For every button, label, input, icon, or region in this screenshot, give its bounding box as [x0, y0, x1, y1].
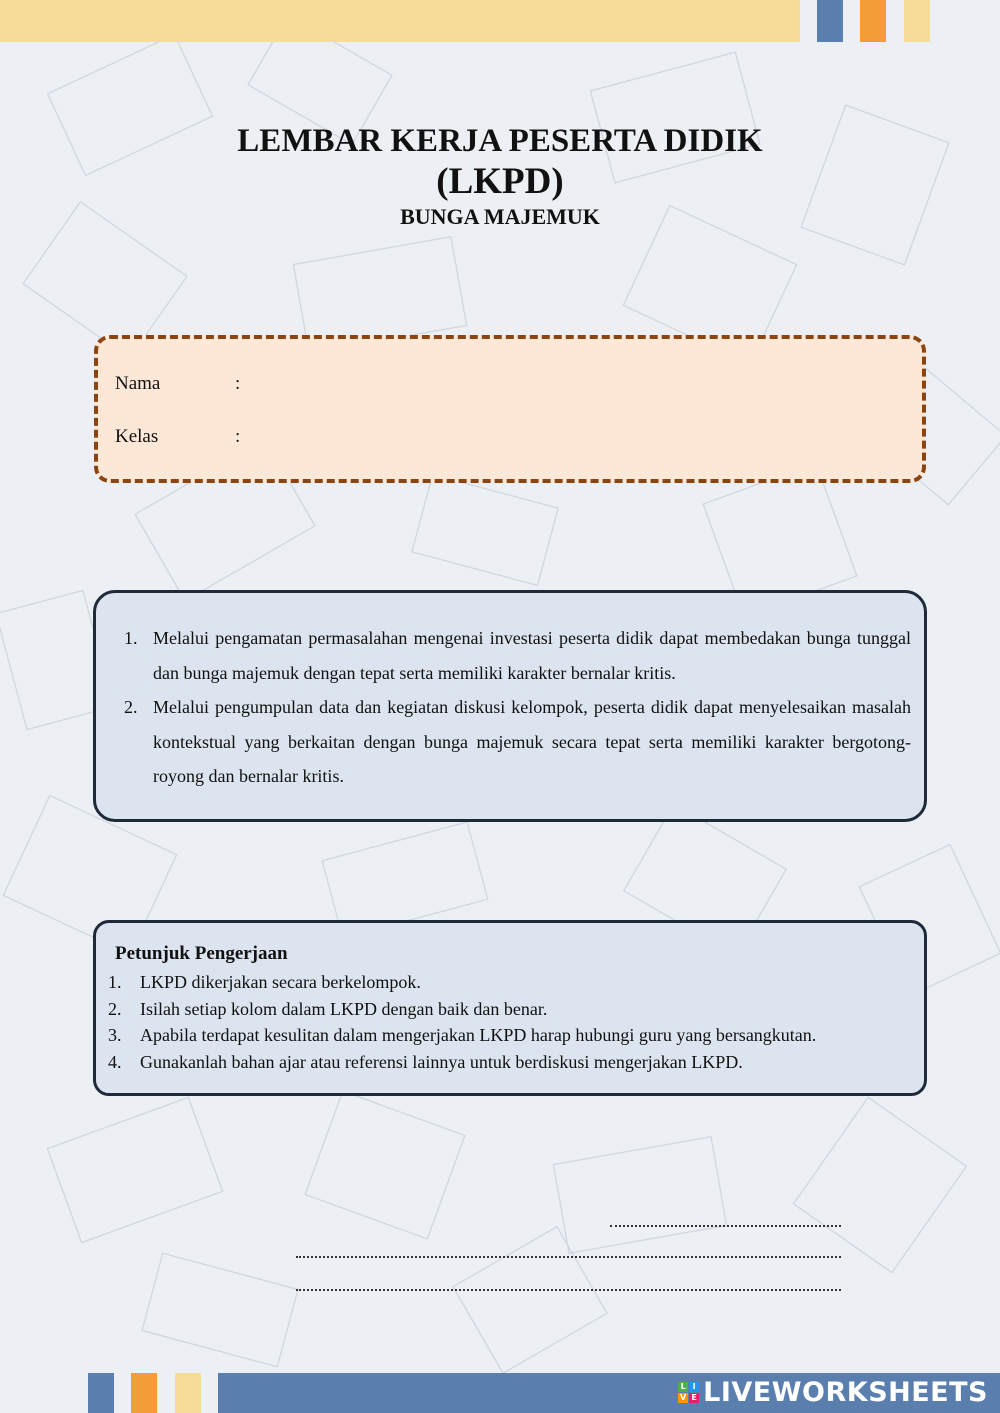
top-accent-bar	[0, 0, 800, 42]
page-subtitle: BUNGA MAJEMUK	[400, 204, 600, 229]
objective-text: Melalui pengamatan permasalahan mengenai investasi peserta didik dapat membedakan bunga tunggal dan bunga majemuk dengan tepat serta memiliki karakter bernalar kritis.	[153, 628, 911, 683]
liveworksheets-brand[interactable]	[678, 1374, 988, 1410]
objective-number: 1.	[124, 628, 138, 648]
bottom-blue-square	[88, 1373, 114, 1413]
objectives-box	[93, 590, 927, 822]
instruction-item	[108, 1022, 908, 1049]
instruction-number: 2.	[108, 998, 122, 1019]
top-blue-square	[817, 0, 843, 42]
top-yellow-square	[904, 0, 930, 42]
instructions-title: Petunjuk Pengerjaan	[115, 943, 288, 964]
objective-text: Melalui pengumpulan data dan kegiatan diskusi kelompok, peserta didik dapat menyelesaikan masalah kontekstual yang berkaitan dengan bunga majemuk secara tepat serta memiliki karakter bergotong-royong dan bernalar kritis.	[153, 697, 911, 786]
class-row[interactable]	[115, 426, 255, 448]
objective-item	[116, 621, 911, 690]
instruction-item	[108, 996, 908, 1023]
class-colon: :	[235, 426, 241, 447]
objectives-list	[116, 621, 911, 794]
instructions-list	[108, 969, 908, 1075]
instruction-number: 1.	[108, 972, 122, 992]
objective-item	[116, 690, 911, 794]
class-label: Kelas	[115, 426, 159, 447]
brand-name: LIVEWORKSHEETS	[703, 1376, 988, 1408]
top-orange-square	[860, 0, 886, 42]
objective-number: 2.	[124, 697, 138, 717]
identity-box	[94, 335, 926, 483]
page-title-abbrev: (LKPD)	[436, 161, 564, 202]
bottom-yellow-square	[175, 1373, 201, 1413]
name-colon: :	[235, 373, 241, 394]
dotted-line[interactable]	[610, 1225, 841, 1227]
instruction-item	[108, 969, 908, 996]
name-row[interactable]	[115, 373, 255, 395]
dotted-line[interactable]	[296, 1289, 841, 1291]
instruction-number: 3.	[108, 1025, 122, 1045]
instruction-text: Apabila terdapat kesulitan dalam mengerjakan LKPD harap hubungi guru yang bersangkutan.	[140, 1025, 817, 1045]
page-title: LEMBAR KERJA PESERTA DIDIK	[237, 123, 763, 159]
dotted-line[interactable]	[296, 1256, 841, 1258]
name-label: Nama	[115, 373, 161, 394]
instruction-text: LKPD dikerjakan secara berkelompok.	[140, 972, 421, 992]
instruction-item	[108, 1049, 908, 1076]
title-block	[0, 121, 1000, 231]
instruction-number: 4.	[108, 1051, 122, 1072]
liveworksheets-logo-icon: L I V E	[678, 1382, 699, 1403]
instructions-box	[93, 920, 927, 1096]
instruction-text: Gunakanlah bahan ajar atau referensi lainnya untuk berdiskusi mengerjakan LKPD.	[140, 1051, 743, 1072]
bottom-orange-square	[131, 1373, 157, 1413]
instruction-text: Isilah setiap kolom dalam LKPD dengan baik dan benar.	[140, 998, 548, 1019]
